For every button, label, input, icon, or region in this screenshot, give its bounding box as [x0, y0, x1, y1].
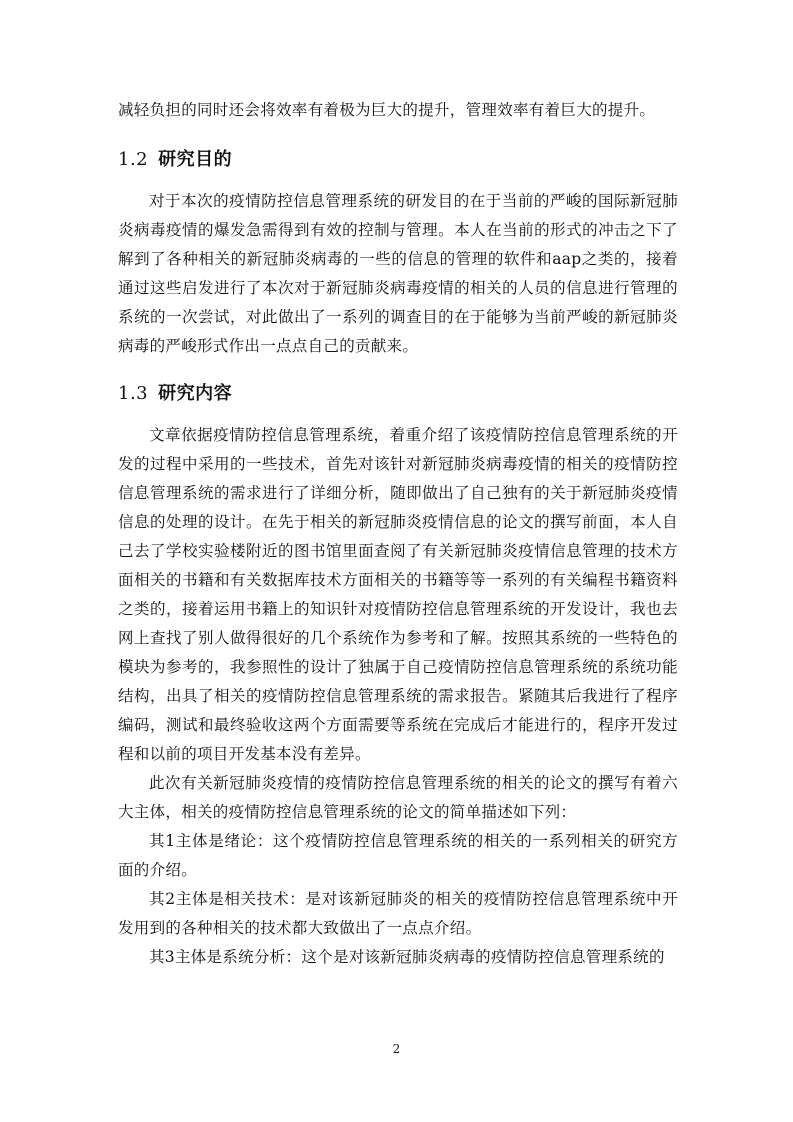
- page-number: 2: [392, 1042, 401, 1056]
- research-purpose-paragraph: 对于本次的疫情防控信息管理系统的研发目的在于当前的严峻的国际新冠肺炎病毒疫情的爆发急需得到有效的控制与管理。本人在当前的形式的冲击之下了解到了各种相关的新冠肺炎病毒的一些的信息的管理的软件和aap之类的，接着通过这些启发进行了本次对于新冠肺炎病毒疫情的相关的人员的信息进行管理的系统的一次尝试，对此做出了一系列的调查目的在于能够为当前严峻的新冠肺炎病毒的严峻形式作出一点点自己的贡献来。: [118, 192, 678, 355]
- section-heading-1-3: [118, 379, 678, 409]
- page-content: [118, 96, 678, 972]
- part-1-paragraph: 其1主体是绪论：这个疫情防控信息管理系统的相关的一系列相关的研究方面的介绍。: [118, 832, 678, 879]
- section-number: 1.3: [118, 383, 149, 404]
- intro-line: 减轻负担的同时还会将效率有着极为巨大的提升，管理效率有着巨大的提升。: [118, 101, 656, 119]
- research-content-paragraph: 文章依据疫情防控信息管理系统，着重介绍了该疫情防控信息管理系统的开发的过程中采用的一些技术，首先对该针对新冠肺炎病毒疫情的相关的疫情防控信息管理系统的需求进行了详细分析，随即做出了自己独有的关于新冠肺炎疫情信息的处理的设计。在先于相关的新冠肺炎疫情信息的论文的撰写前面，本人自己去了学校实验楼附近的图书馆里面查阅了有关新冠肺炎疫情信息管理的技术方面相关的书籍和有关数据库技术方面相关的书籍等等一系列的有关编程书籍资料之类的，接着运用书籍上的知识针对疫情防控信息管理系统的开发设计，我也去网上查找了别人做得很好的几个系统作为参考和了解。按照其系统的一些特色的模块为参考的，我参照性的设计了独属于自己疫情防控信息管理系统的系统功能结构，出具了相关的疫情防控信息管理系统的需求报告。紧随其后我进行了程序编码，测试和最终验收这两个方面需要等系统在完成后才能进行的，程序开发过程和以前的项目开发基本没有差异。: [118, 426, 678, 763]
- section-heading-1-2: [118, 145, 678, 175]
- part-3-paragraph: 其3主体是系统分析：这个是对该新冠肺炎病毒的疫情防控信息管理系统的: [149, 948, 665, 966]
- section-title: 研究内容: [158, 383, 233, 404]
- part-2-paragraph: 其2主体是相关技术：是对该新冠肺炎的相关的疫情防控信息管理系统中开发用到的各种相关的技术都大致做出了一点点介绍。: [118, 890, 678, 937]
- section-title: 研究目的: [158, 149, 233, 170]
- section-number: 1.2: [118, 149, 149, 170]
- thesis-structure-paragraph: 此次有关新冠肺炎疫情的疫情防控信息管理系统的相关的论文的撰写有着六大主体，相关的疫情防控信息管理系统的论文的简单描述如下列：: [118, 774, 678, 821]
